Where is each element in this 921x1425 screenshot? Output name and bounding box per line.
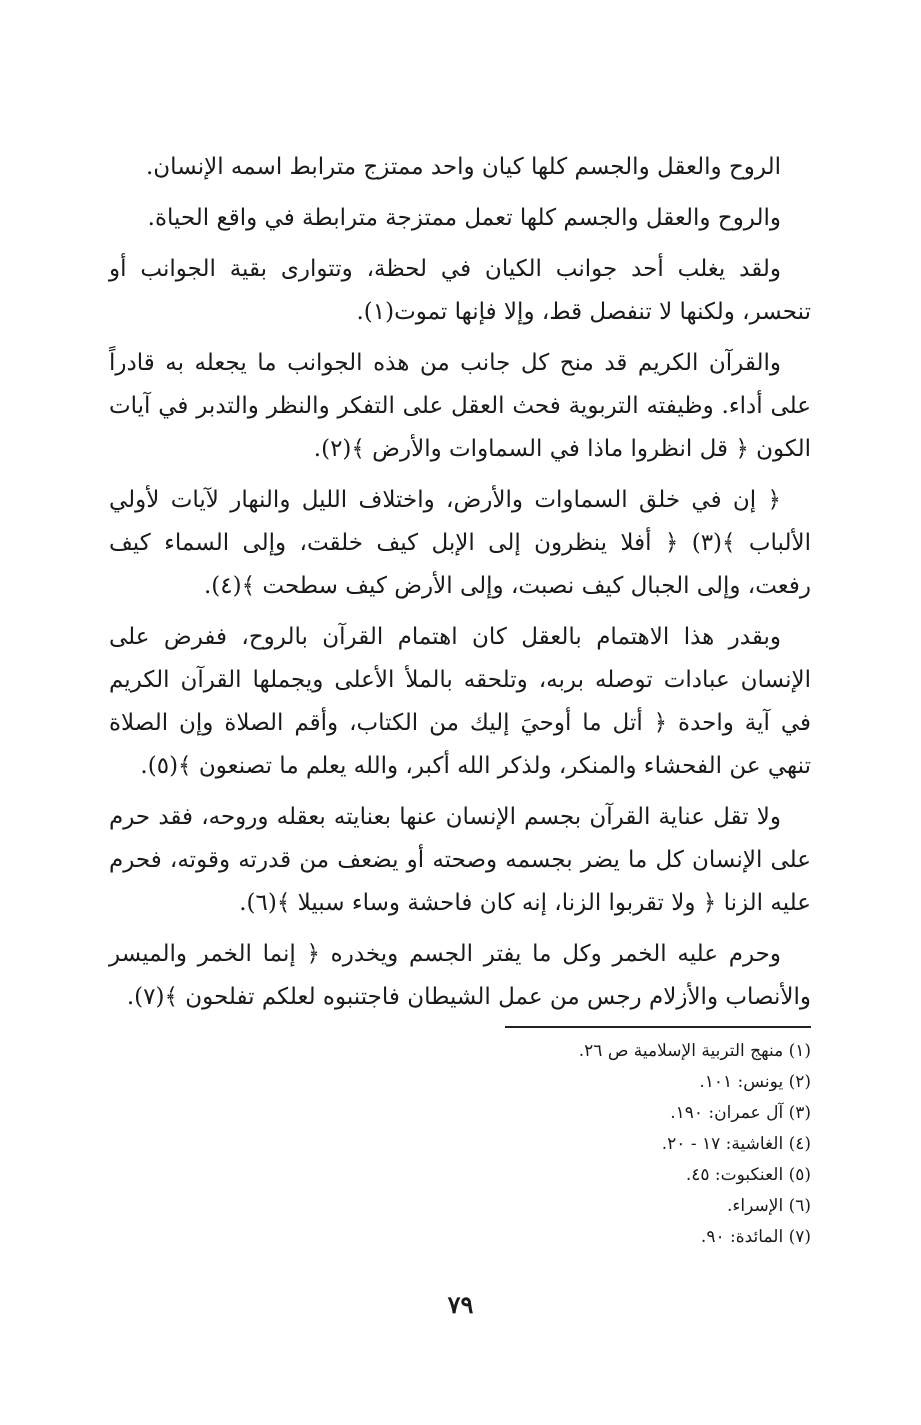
page-number: ٧٩ — [447, 1290, 474, 1319]
paragraph-7: ولا تقل عناية القرآن بجسم الإنسان عنها بعنايته بعقله وروحه، فقد حرم على الإنسان كل ما يضر بجسمه وصحته أو يضعف من قدرته وقوته، فحرم عليه الزنا ﴿ ولا تقربوا الزنا، إنه كان فاحشة وساء سبيلا ﴾(٦). — [109, 804, 811, 916]
footnote-3: (٣) آل عمران: ١٩٠. — [670, 1103, 811, 1123]
footnote-2: (٢) يونس: ١٠١. — [699, 1072, 811, 1092]
footnote-4: (٤) الغاشية: ١٧ - ٢٠. — [661, 1134, 811, 1154]
body-text — [109, 146, 811, 1027]
footnote-separator — [505, 1026, 811, 1028]
footnote-6: (٦) الإسراء. — [727, 1196, 811, 1216]
footnotes-list — [391, 1036, 811, 1253]
footnote-7: (٧) المائدة: ٩٠. — [700, 1227, 811, 1247]
paragraph-2: والروح والعقل والجسم كلها تعمل ممتزجة مترابطة في واقع الحياة. — [147, 205, 781, 231]
paragraph-6: وبقدر هذا الاهتمام بالعقل كان اهتمام القرآن بالروح، ففرض على الإنسان عبادات توصله بربه، وتلحقه بالملأ الأعلى ويجملها القرآن الكريم في آية واحدة ﴿ أتل ما أوحيَ إليك من الكتاب، وأقم الصلاة وإن الصلاة تنهي عن الفحشاء والمنكر، ولذكر الله أكبر، والله يعلم ما تصنعون ﴾(٥). — [109, 624, 811, 779]
paragraph-5: ﴿ إن في خلق السماوات والأرض، واختلاف الليل والنهار لآيات لأولي الألباب ﴾(٣) ﴿ أفلا ينظرون إلى الإبل كيف خلقت، وإلى السماء كيف رفعت، وإلى الجبال كيف نصبت، وإلى الأرض كيف سطحت ﴾(٤). — [109, 487, 811, 599]
footnote-5: (٥) العنكبوت: ٤٥. — [685, 1165, 811, 1185]
paragraph-1: الروح والعقل والجسم كلها كيان واحد ممتزج مترابط اسمه الإنسان. — [145, 154, 781, 180]
paragraph-3: ولقد يغلب أحد جوانب الكيان في لحظة، وتتوارى بقية الجوانب أو تنحسر، ولكنها لا تنفصل قط، وإلا فإنها تموت(١). — [109, 256, 811, 325]
paragraph-4: والقرآن الكريم قد منح كل جانب من هذه الجوانب ما يجعله به قادراً على أداء. وظيفته التربوية فحث العقل على التفكر والنظر والتدبر في آيات الكون ﴿ قل انظروا ماذا في السماوات والأرض ﴾(٢). — [109, 350, 811, 462]
paragraph-8: وحرم عليه الخمر وكل ما يفتر الجسم ويخدره ﴿ إنما الخمر والميسر والأنصاب والأزلام رجس من عمل الشيطان فاجتنبوه لعلكم تفلحون ﴾(٧). — [109, 941, 811, 1010]
footnote-1: (١) منهج التربية الإسلامية ص ٢٦. — [578, 1041, 811, 1061]
